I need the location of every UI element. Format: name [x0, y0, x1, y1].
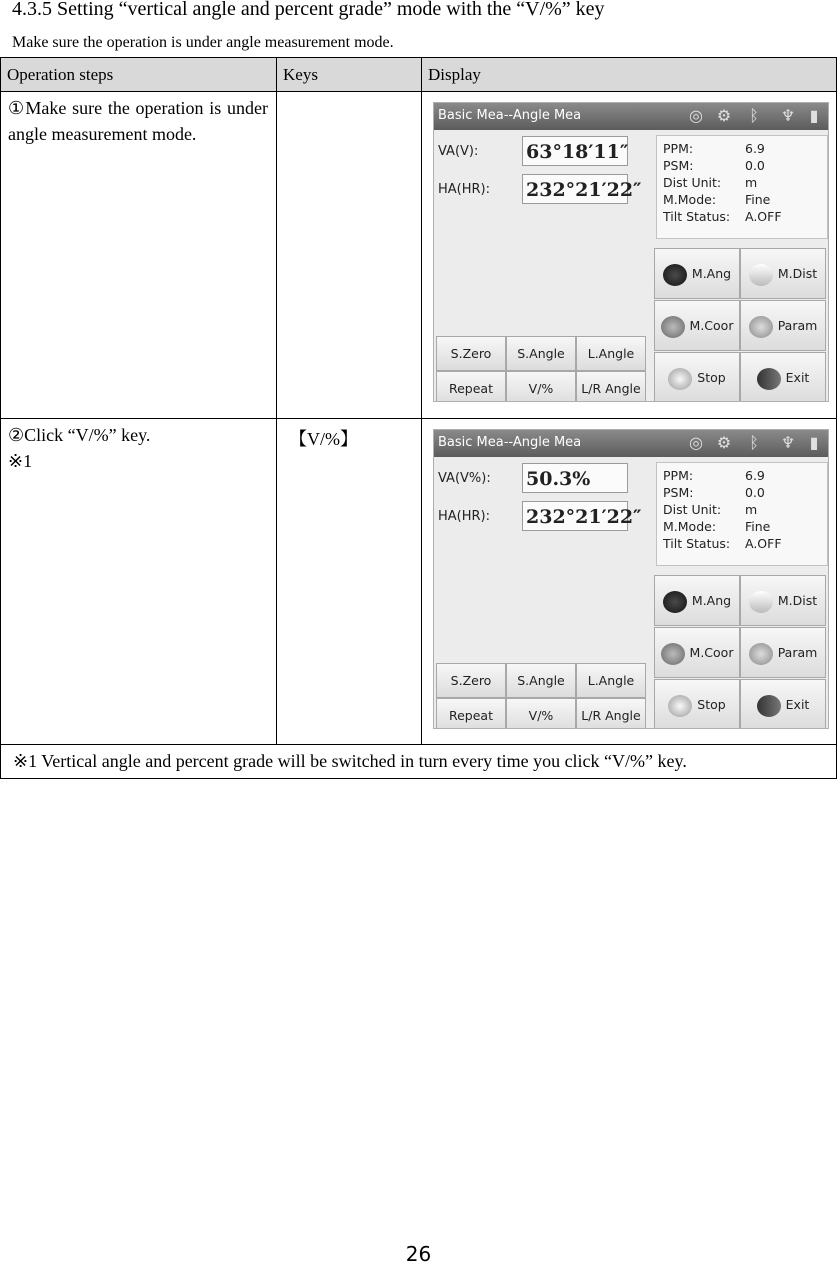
m-coor-icon: [661, 316, 685, 338]
step-cell: [1, 419, 277, 745]
step-text: ②Click “V/%” key.: [8, 425, 151, 445]
operation-table: [0, 57, 837, 779]
plug-icon[interactable]: ♆: [780, 433, 796, 452]
exit-icon: [757, 368, 781, 390]
m-coor-icon: [661, 643, 685, 665]
param-icon: [749, 643, 773, 665]
v-button[interactable]: V/%: [506, 698, 576, 729]
button-label: Param: [777, 318, 818, 333]
stop-button[interactable]: [654, 679, 740, 729]
info-value: 6.9: [745, 468, 765, 483]
button-label: Stop: [697, 697, 726, 712]
s-angle-button[interactable]: S.Angle: [506, 336, 576, 371]
m-dist-button[interactable]: [740, 575, 826, 626]
exit-icon: [757, 695, 781, 717]
va-value: 50.3%: [522, 463, 628, 493]
status-info-panel: [656, 462, 828, 566]
button-label: Stop: [697, 370, 726, 385]
battery-icon[interactable]: ▮: [809, 106, 819, 125]
table-row: [1, 92, 837, 419]
m-ang-icon: [663, 591, 687, 613]
info-value: Fine: [745, 519, 771, 534]
page-number: 26: [405, 1242, 432, 1266]
m-coor-button[interactable]: [654, 300, 740, 351]
param-button[interactable]: [740, 627, 826, 678]
va-label: VA(V):: [438, 144, 479, 159]
bluetooth-icon[interactable]: ᛒ: [749, 433, 759, 452]
display-cell: [422, 92, 837, 419]
device-screen: [433, 102, 829, 402]
info-row: [663, 502, 758, 518]
device-screen: [433, 429, 829, 729]
info-label: Dist Unit:: [663, 175, 722, 190]
info-label: PSM:: [663, 158, 694, 173]
info-label: Tilt Status:: [663, 209, 731, 224]
m-ang-icon: [663, 264, 687, 286]
l-angle-button[interactable]: L.Angle: [576, 336, 646, 371]
ha-value: 232°21′22″: [522, 174, 628, 204]
plug-icon[interactable]: ♆: [780, 106, 796, 125]
m-dist-button[interactable]: [740, 248, 826, 299]
header-display: Display: [422, 58, 837, 92]
target-icon[interactable]: ◎: [689, 433, 703, 452]
table-header-row: [1, 58, 837, 92]
info-value: Fine: [745, 192, 771, 207]
ha-label: HA(HR):: [438, 509, 490, 524]
m-coor-button[interactable]: [654, 627, 740, 678]
exit-button[interactable]: [740, 352, 826, 402]
info-value: 0.0: [745, 158, 765, 173]
header-keys: Keys: [277, 58, 422, 92]
info-label: PPM:: [663, 468, 694, 483]
info-row: [663, 141, 765, 157]
bluetooth-icon[interactable]: ᛒ: [749, 106, 759, 125]
va-value: 63°18′11″: [522, 136, 628, 166]
stop-icon: [668, 695, 692, 717]
info-row: [663, 519, 771, 535]
m-ang-button[interactable]: [654, 575, 740, 626]
info-row: [663, 536, 782, 552]
m-dist-icon: [749, 264, 773, 286]
header-operation-steps: Operation steps: [1, 58, 277, 92]
step-cell: [1, 92, 277, 419]
v-button[interactable]: V/%: [506, 371, 576, 402]
info-row: [663, 175, 758, 191]
s-zero-button[interactable]: S.Zero: [436, 336, 506, 371]
button-label: M.Dist: [777, 593, 818, 608]
display-cell: [422, 419, 837, 745]
exit-button[interactable]: [740, 679, 826, 729]
status-info-panel: [656, 135, 828, 239]
section-heading: 4.3.5 Setting “vertical angle and percent grade” mode with the “V/%” key: [12, 0, 605, 20]
info-label: M.Mode:: [663, 519, 717, 534]
info-value: 6.9: [745, 141, 765, 156]
key-cell: [277, 92, 422, 419]
step-note-ref: ※1: [8, 451, 33, 471]
info-row: [663, 468, 765, 484]
info-label: PPM:: [663, 141, 694, 156]
button-label: Exit: [785, 370, 810, 385]
button-label: M.Ang: [691, 266, 732, 281]
battery-icon[interactable]: ▮: [809, 433, 819, 452]
va-label: VA(V%):: [438, 471, 491, 486]
info-value: A.OFF: [745, 209, 782, 224]
l-r-angle-button[interactable]: L/R Angle: [576, 698, 646, 729]
screen-title-bar: [434, 103, 828, 130]
s-zero-button[interactable]: S.Zero: [436, 663, 506, 698]
key-cell: 【V/%】: [277, 419, 422, 745]
button-label: M.Dist: [777, 266, 818, 281]
screen-title: Basic Mea--Angle Mea: [438, 108, 582, 123]
button-label: Param: [777, 645, 818, 660]
gear-icon[interactable]: ⚙: [716, 433, 732, 452]
m-ang-button[interactable]: [654, 248, 740, 299]
ha-label: HA(HR):: [438, 182, 490, 197]
s-angle-button[interactable]: S.Angle: [506, 663, 576, 698]
info-value: m: [745, 502, 758, 517]
step-text: ①Make sure the operation is under angle measurement mode.: [8, 98, 268, 144]
note-row: [1, 745, 837, 779]
stop-icon: [668, 368, 692, 390]
info-value: 0.0: [745, 485, 765, 500]
info-value: m: [745, 175, 758, 190]
info-label: Tilt Status:: [663, 536, 731, 551]
info-row: [663, 485, 765, 501]
ha-value: 232°21′22″: [522, 501, 628, 531]
info-row: [663, 209, 782, 225]
info-row: [663, 158, 765, 174]
info-value: A.OFF: [745, 536, 782, 551]
repeat-button[interactable]: Repeat: [436, 371, 506, 402]
table-row: [1, 419, 837, 745]
target-icon[interactable]: ◎: [689, 106, 703, 125]
l-r-angle-button[interactable]: L/R Angle: [576, 371, 646, 402]
param-icon: [749, 316, 773, 338]
info-label: M.Mode:: [663, 192, 717, 207]
section-subheading: Make sure the operation is under angle measurement mode.: [12, 34, 394, 51]
info-label: Dist Unit:: [663, 502, 722, 517]
button-label: M.Ang: [691, 593, 732, 608]
footnote: ※1 Vertical angle and percent grade will be switched in turn every time you click “V/%” key.: [1, 745, 837, 779]
info-label: PSM:: [663, 485, 694, 500]
gear-icon[interactable]: ⚙: [716, 106, 732, 125]
param-button[interactable]: [740, 300, 826, 351]
screen-title-bar: [434, 430, 828, 457]
stop-button[interactable]: [654, 352, 740, 402]
button-label: M.Coor: [689, 318, 734, 333]
button-label: M.Coor: [689, 645, 734, 660]
repeat-button[interactable]: Repeat: [436, 698, 506, 729]
info-row: [663, 192, 771, 208]
m-dist-icon: [749, 591, 773, 613]
button-label: Exit: [785, 697, 810, 712]
l-angle-button[interactable]: L.Angle: [576, 663, 646, 698]
screen-title: Basic Mea--Angle Mea: [438, 435, 582, 450]
